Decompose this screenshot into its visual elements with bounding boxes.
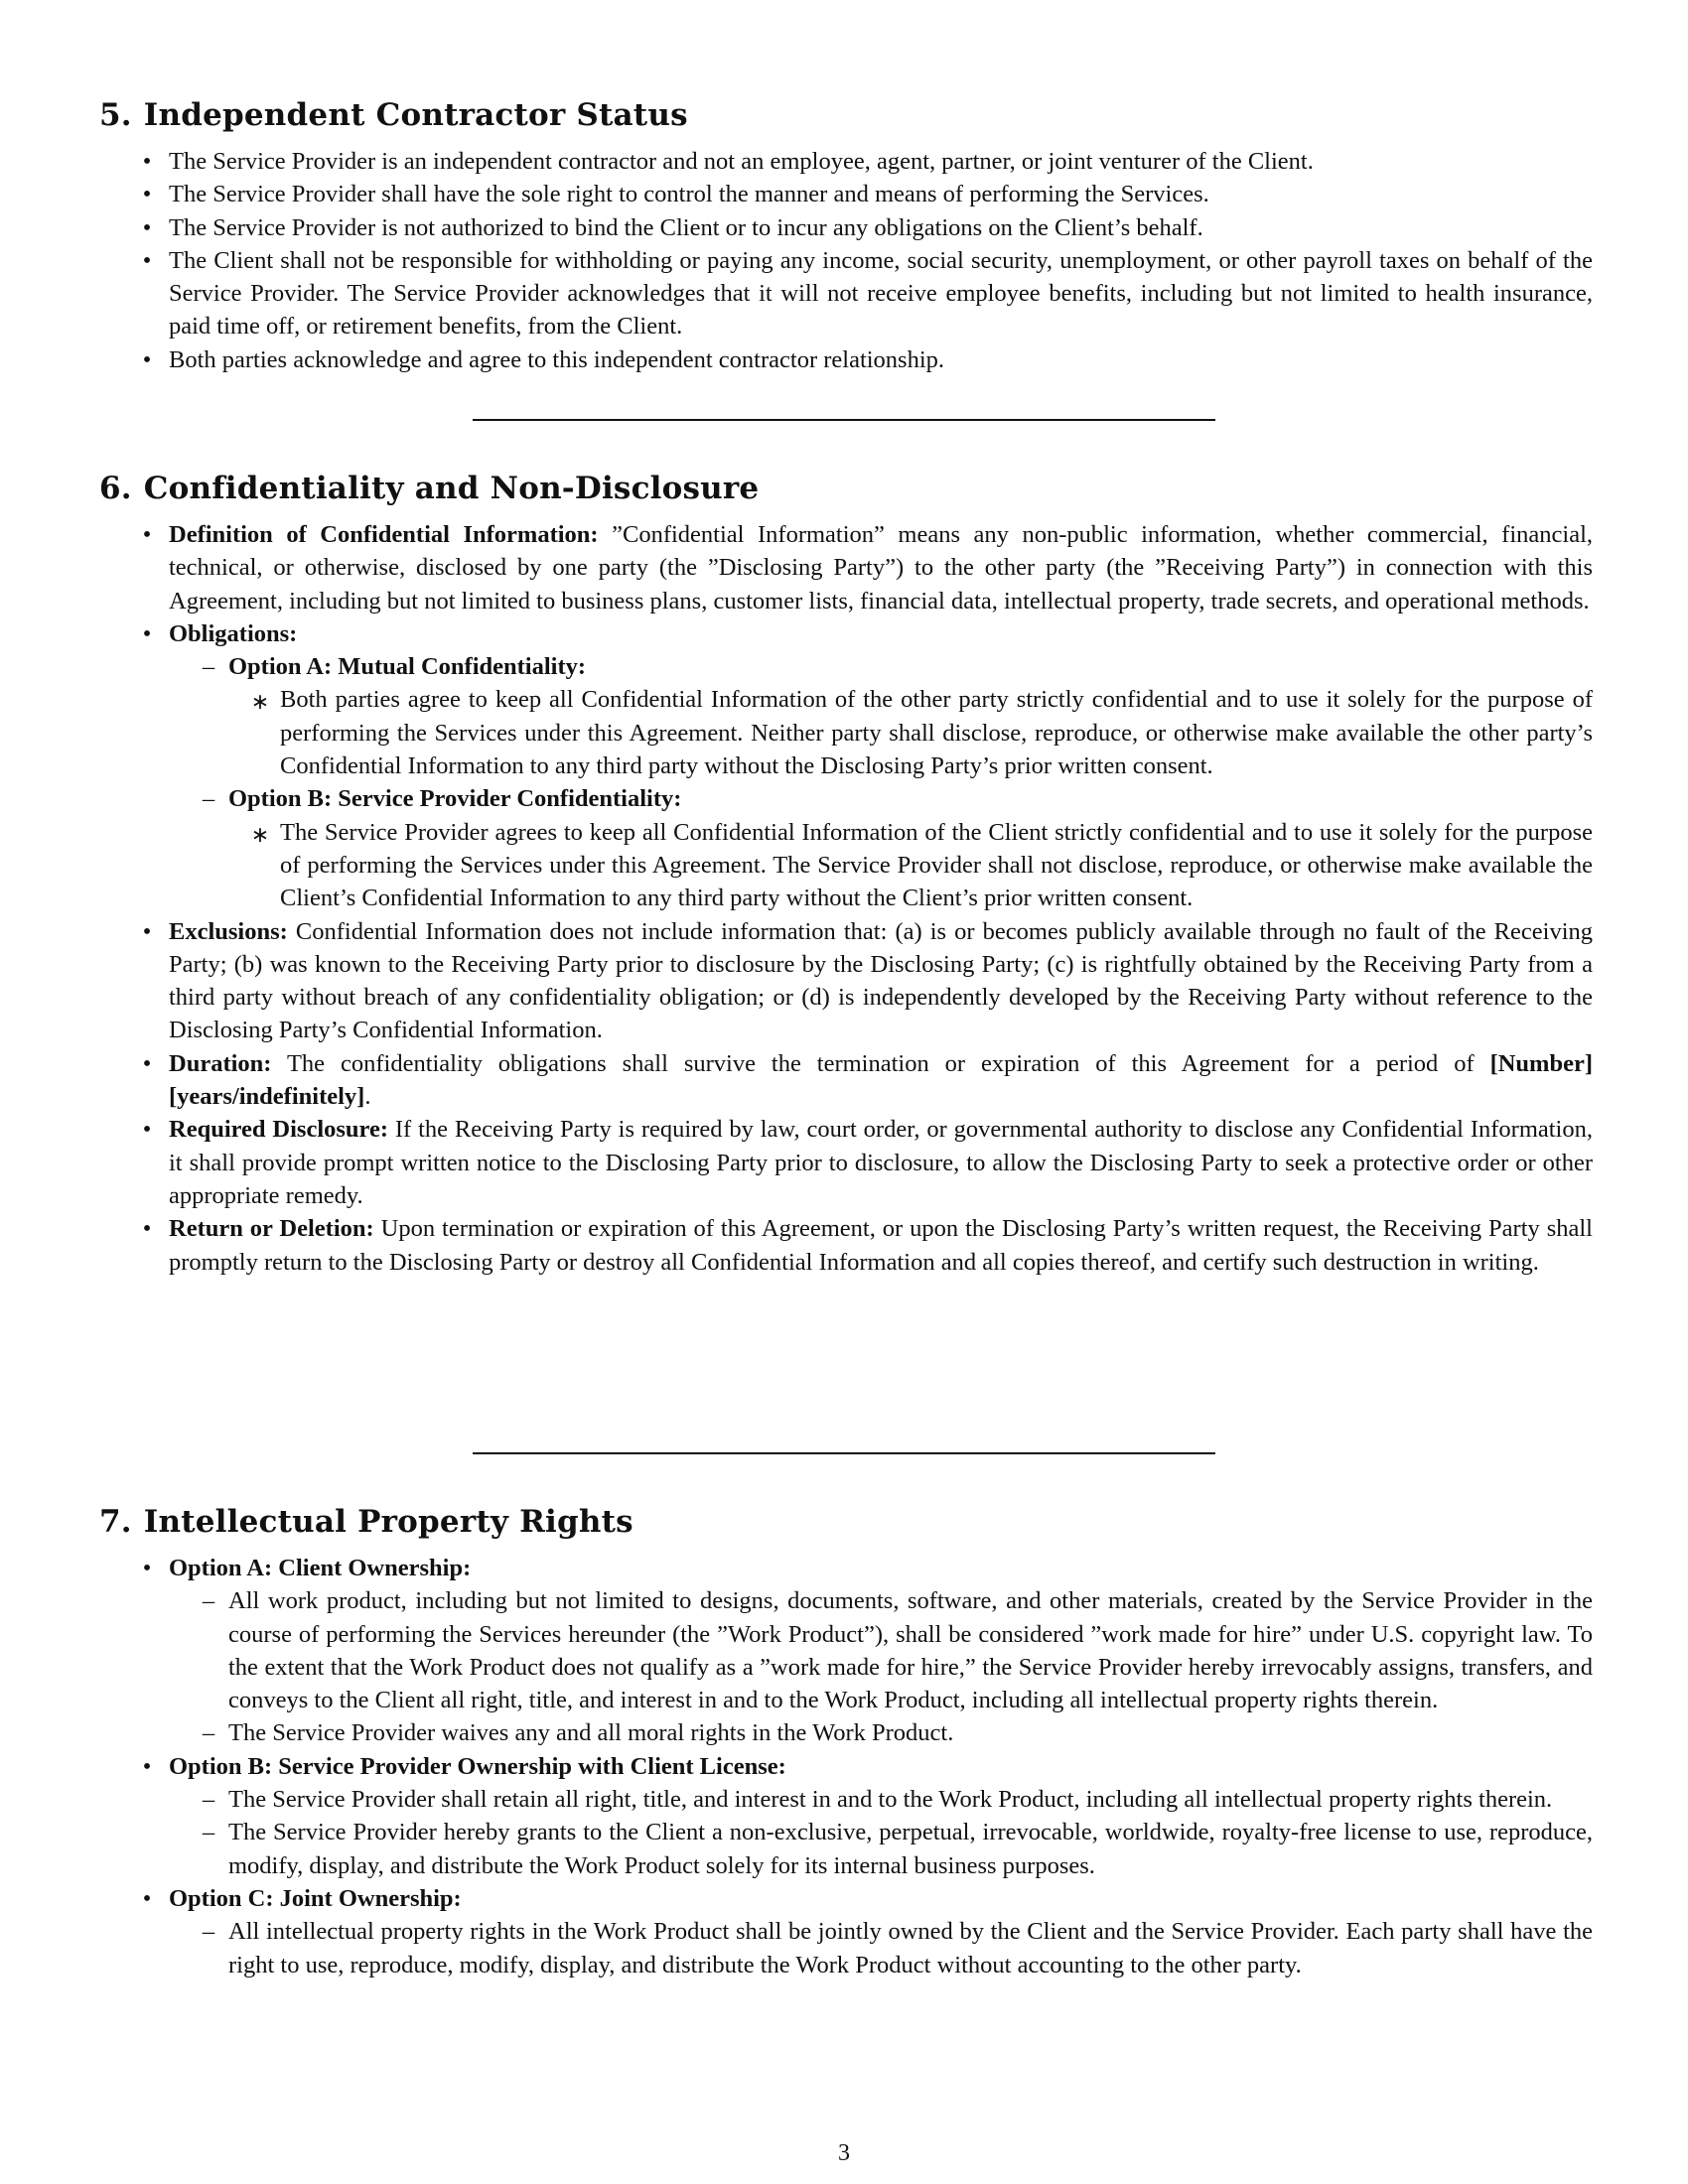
list-item-duration: • Duration: The confidentiality obligations shall survive the termination or expiration of this Agreement for a period of [Number] [years/indefinitely]. bbox=[99, 1047, 1593, 1114]
section-independent-contractor bbox=[99, 95, 1593, 376]
list-item: • The Service Provider is an independent contractor and not an employee, agent, partner, or joint venturer of the Client. bbox=[99, 145, 1593, 178]
dash-icon: – bbox=[202, 1819, 215, 1846]
list-item-required-disclosure: • Required Disclosure: If the Receiving Party is required by law, court order, or governmental authority to disclose any Confidential Information, it shall provide prompt written notice to the Disclosing Party prior to disclosure, to allow the Disclosing Party to seek a protective order or other appropriate remedy. bbox=[99, 1113, 1593, 1212]
dash-icon: – bbox=[202, 1719, 215, 1747]
list-item-return-deletion: • Return or Deletion: Upon termination or expiration of this Agreement, or upon the Disclosing Party’s written request, the Receiving Party shall promptly return to the Disclosing Party or destroy all Confidential Information and all copies thereof, and certify such destruction in writing. bbox=[99, 1212, 1593, 1279]
bullet-icon: • bbox=[142, 917, 152, 945]
list-item: • The Service Provider shall have the sole right to control the manner and means of performing the Services. bbox=[99, 178, 1593, 210]
section-heading: 6. Confidentiality and Non-Disclosure bbox=[99, 471, 760, 506]
list-item-option-a: – Option A: Mutual Confidentiality: ∗ Both parties agree to keep all Confidential Information of the other party strictly confidential and to use it solely for the purpose of performing the Services under this Agreement. Neither party shall disclose, reproduce, or otherwise make available the other party’s Confidential Information to any third party without the Disclosing Party’s prior written consent. bbox=[169, 650, 1593, 782]
asterisk-icon: ∗ bbox=[250, 689, 270, 715]
list-item: – The Service Provider shall retain all right, title, and interest in and to the Work Product, including all intellectual property rights therein. bbox=[169, 1783, 1593, 1816]
placeholder-number: [Number] bbox=[1489, 1049, 1593, 1077]
sub-sub-list bbox=[228, 816, 1593, 915]
bullet-icon: • bbox=[142, 148, 152, 175]
list-item: – The Service Provider hereby grants to the Client a non-exclusive, perpetual, irrevocable, worldwide, royalty-free license to use, reproduce, modify, display, and distribute the Work Product solely for its internal business purposes. bbox=[169, 1816, 1593, 1882]
placeholder-years: [years/indefinitely] bbox=[169, 1083, 365, 1111]
list-item: • The Service Provider is not authorized to bind the Client or to incur any obligations on the Client’s behalf. bbox=[99, 211, 1593, 244]
list-item-option-b: • Option B: Service Provider Ownership with Client License: – The Service Provider shall retain all right, title, and interest in and to the Work Product, including all intellectual property rights therein. – The Service Provider hereby grants to the Client a non-exclusive, perpetual, irrevocable, worldwide, royalty-free license to use, reproduce, modify, display, and distribute the Work Product solely for its internal business purposes. bbox=[99, 1750, 1593, 1882]
list-item-option-c: • Option C: Joint Ownership: – All intellectual property rights in the Work Product shall be jointly owned by the Client and the Service Provider. Each party shall have the right to use, reproduce, modify, display, and distribute the Work Product without accounting to the other party. bbox=[99, 1882, 1593, 1981]
bullet-icon: • bbox=[142, 1884, 152, 1912]
list-item-option-a: • Option A: Client Ownership: – All work product, including but not limited to designs, documents, software, and other materials, created by the Service Provider in the course of performing the Services hereunder (the ”Work Product”), shall be considered ”work made for hire” under U.S. copyright law. To the extent that the Work Product does not qualify as a ”work made for hire,” the Service Provider hereby irrevocably assigns, transfers, and conveys to the Client all right, title, and interest in and to the Work Product, including all intellectual property rights therein. – The Service Provider waives any and all moral rights in the Work Product. bbox=[99, 1552, 1593, 1750]
bullet-icon: • bbox=[142, 1049, 152, 1077]
bullet-icon: • bbox=[142, 1555, 152, 1581]
list-item-option-b: – Option B: Service Provider Confidentiality: ∗ The Service Provider agrees to keep all Confidential Information of the Client strictly confidential and to use it solely for the purpose of performing the Services under this Agreement. The Service Provider shall not disclose, reproduce, or otherwise make available the Client’s Confidential Information to any third party without the Client’s prior written consent. bbox=[169, 782, 1593, 914]
dash-icon: – bbox=[202, 785, 215, 813]
sub-list bbox=[169, 650, 1593, 914]
bullet-icon: • bbox=[142, 521, 152, 548]
page-number: 3 bbox=[838, 2140, 850, 2166]
bullet-icon: • bbox=[142, 246, 152, 274]
bullet-list bbox=[99, 518, 1593, 1279]
sub-list bbox=[169, 1584, 1593, 1749]
sub-list bbox=[169, 1783, 1593, 1882]
dash-icon: – bbox=[202, 1786, 215, 1814]
section-divider bbox=[473, 419, 1215, 421]
section-confidentiality bbox=[99, 469, 1593, 1279]
list-item: • The Client shall not be responsible for withholding or paying any income, social security, unemployment, or other payroll taxes on behalf of the Service Provider. The Service Provider acknowledges that it will not receive employee benefits, including but not limited to health insurance, paid time off, or retirement benefits, from the Client. bbox=[99, 244, 1593, 343]
bullet-icon: • bbox=[142, 1215, 152, 1243]
sub-sub-list bbox=[228, 683, 1593, 782]
bullet-list bbox=[99, 1552, 1593, 1981]
section-heading: 7. Intellectual Property Rights bbox=[99, 1504, 633, 1540]
section-divider bbox=[473, 1452, 1215, 1454]
list-item-obligations: • Obligations: – Option A: Mutual Confidentiality: ∗ Both parties agree to keep all Confidential Information of the other party strictly confidential and to use it solely for the purpose of performing the Services under this Agreement. Neither party shall disclose, reproduce, or otherwise make available the other party’s Confidential Information to any third party without the Disclosing Party’s prior written consent. – Option B: Service Provider Confidentiality: ∗ The Service Provider agrees to keep all Confidential Information of the Client strictly confidential and to use it solely for the purpose of performing the Services under this Agreement. The Service Provider shall not disclose, reproduce, or otherwise make available the Client’s Confidential Information to any third party without the Client’s prior written consent. bbox=[99, 617, 1593, 915]
list-item-exclusions: • Exclusions: Confidential Information does not include information that: (a) is or becomes publicly available through no fault of the Receiving Party; (b) was known to the Receiving Party prior to disclosure by the Disclosing Party; (c) is rightfully obtained by the Receiving Party from a third party without breach of any confidentiality obligation; or (d) is independently developed by the Receiving Party without reference to the Disclosing Party’s Confidential Information. bbox=[99, 915, 1593, 1047]
sub-list bbox=[169, 1915, 1593, 1981]
section-intellectual-property bbox=[99, 1502, 1593, 1981]
bullet-icon: • bbox=[142, 619, 152, 647]
bullet-icon: • bbox=[142, 181, 152, 208]
list-item: – All intellectual property rights in the Work Product shall be jointly owned by the Client and the Service Provider. Each party shall have the right to use, reproduce, modify, display, and distribute the Work Product without accounting to the other party. bbox=[169, 1915, 1593, 1981]
bullet-icon: • bbox=[142, 1116, 152, 1144]
list-item: – All work product, including but not limited to designs, documents, software, and other materials, created by the Service Provider in the course of performing the Services hereunder (the ”Work Product”), shall be considered ”work made for hire” under U.S. copyright law. To the extent that the Work Product does not qualify as a ”work made for hire,” the Service Provider hereby irrevocably assigns, transfers, and conveys to the Client all right, title, and interest in and to the Work Product, including all intellectual property rights therein. bbox=[169, 1584, 1593, 1716]
bullet-list bbox=[99, 145, 1593, 376]
dash-icon: – bbox=[202, 1587, 215, 1615]
bullet-icon: • bbox=[142, 345, 152, 373]
section-heading: 5. Independent Contractor Status bbox=[99, 97, 688, 133]
dash-icon: – bbox=[202, 1918, 215, 1946]
bullet-icon: • bbox=[142, 213, 152, 241]
list-item: • Both parties acknowledge and agree to this independent contractor relationship. bbox=[99, 343, 1593, 376]
list-item-definition: • Definition of Confidential Information: ”Confidential Information” means any non-public information, whether commercial, financial, technical, or otherwise, disclosed by one party (the ”Disclosing Party”) to the other party (the ”Receiving Party”) in connection with this Agreement, including but not limited to business plans, customer lists, financial data, intellectual property, trade secrets, and operational methods. bbox=[99, 518, 1593, 617]
list-item: ∗ Both parties agree to keep all Confidential Information of the other party strictly confidential and to use it solely for the purpose of performing the Services under this Agreement. Neither party shall disclose, reproduce, or otherwise make available the other party’s Confidential Information to any third party without the Disclosing Party’s prior written consent. bbox=[228, 683, 1593, 782]
list-item: – The Service Provider waives any and all moral rights in the Work Product. bbox=[169, 1716, 1593, 1749]
list-item: ∗ The Service Provider agrees to keep all Confidential Information of the Client strictly confidential and to use it solely for the purpose of performing the Services under this Agreement. The Service Provider shall not disclose, reproduce, or otherwise make available the Client’s Confidential Information to any third party without the Client’s prior written consent. bbox=[228, 816, 1593, 915]
dash-icon: – bbox=[202, 653, 215, 681]
asterisk-icon: ∗ bbox=[250, 821, 270, 847]
bullet-icon: • bbox=[142, 1752, 152, 1780]
